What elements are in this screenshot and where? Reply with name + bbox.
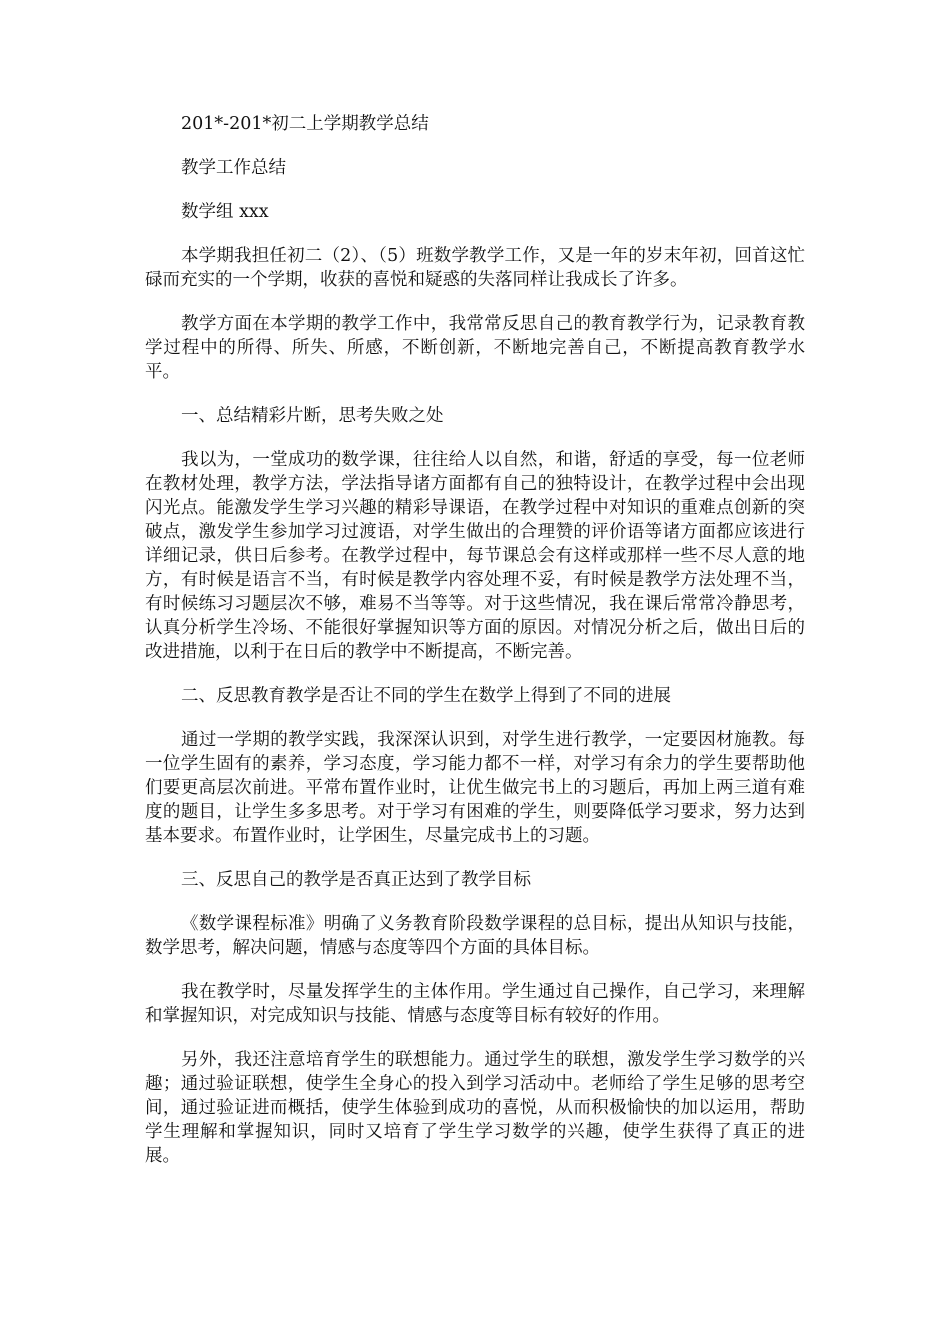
section-heading-2: 二、反思教育教学是否让不同的学生在数学上得到了不同的进展 (181, 686, 671, 706)
paragraph-section-2: 通过一学期的教学实践，我深深认识到，对学生进行教学，一定要因材施教。每一位学生固有的素养，学习态度，学习能力都不一样，对学习有余力的学生要帮助他们要更高层次前进。平常布置作业时，让优生做完书上的习题后，再加上两三道有难度的题目，让学生多多思考。对于学习有困难的学生，则要降低学习要求，努力达到基本要求。布置作业时，让学困生，尽量完成书上的习题。 (145, 730, 805, 846)
paragraph-association: 另外，我还注意培育学生的联想能力。通过学生的联想，激发学生学习数学的兴趣；通过验证联想，使学生全身心的投入到学习活动中。老师给了学生足够的思考空间，通过验证进而概括，使学生体验到成功的喜悦，从而积极愉快的加以运用，帮助学生理解和掌握知识，同时又培育了学生学习数学的兴趣，使学生获得了真正的进展。 (145, 1050, 805, 1166)
section-heading-3: 三、反思自己的教学是否真正达到了教学目标 (181, 870, 531, 890)
document-title: 201*-201*初二上学期教学总结 (181, 114, 429, 134)
section-heading-1: 一、总结精彩片断，思考失败之处 (181, 406, 444, 426)
paragraph-section-1: 我以为，一堂成功的数学课，往往给人以自然，和谐，舒适的享受，每一位老师在教材处理，教学方法，学法指导诸方面都有自己的独特设计，在教学过程中会出现闪光点。能激发学生学习兴趣的精彩导课语，在教学过程中对知识的重难点创新的突破点，激发学生参加学习过渡语，对学生做出的合理赞的评价语等诸方面都应该进行详细记录，供日后参考。在教学过程中，每节课总会有这样或那样一些不尽人意的地方，有时候是语言不当，有时候是教学内容处理不妥，有时候是教学方法处理不当，有时候练习习题层次不够，难易不当等等。对于这些情况，我在课后常常冷静思考，认真分析学生冷场、不能很好掌握知识等方面的原因。对情况分析之后，做出日后的改进措施，以利于在日后的教学中不断提高，不断完善。 (145, 450, 805, 662)
paragraph-intro: 本学期我担任初二（2）、（5）班数学教学工作，又是一年的岁末年初，回首这忙碌而充实的一个学期，收获的喜悦和疑惑的失落同样让我成长了许多。 (145, 246, 805, 290)
paragraph-student-role: 我在教学时，尽量发挥学生的主体作用。学生通过自己操作，自己学习，来理解和掌握知识，对完成知识与技能、情感与态度等目标有较好的作用。 (145, 982, 805, 1026)
document-author: 数学组 xxx (181, 202, 269, 222)
document-subtitle: 教学工作总结 (181, 158, 286, 178)
paragraph-teaching: 教学方面在本学期的教学工作中，我常常反思自己的教育教学行为，记录教育教学过程中的所得、所失、所感，不断创新，不断地完善自己，不断提高教育教学水平。 (145, 314, 805, 382)
document-page (145, 112, 805, 1188)
paragraph-standard: 《数学课程标准》明确了义务教育阶段数学课程的总目标，提出从知识与技能，数学思考，解决问题，情感与态度等四个方面的具体目标。 (145, 914, 805, 958)
